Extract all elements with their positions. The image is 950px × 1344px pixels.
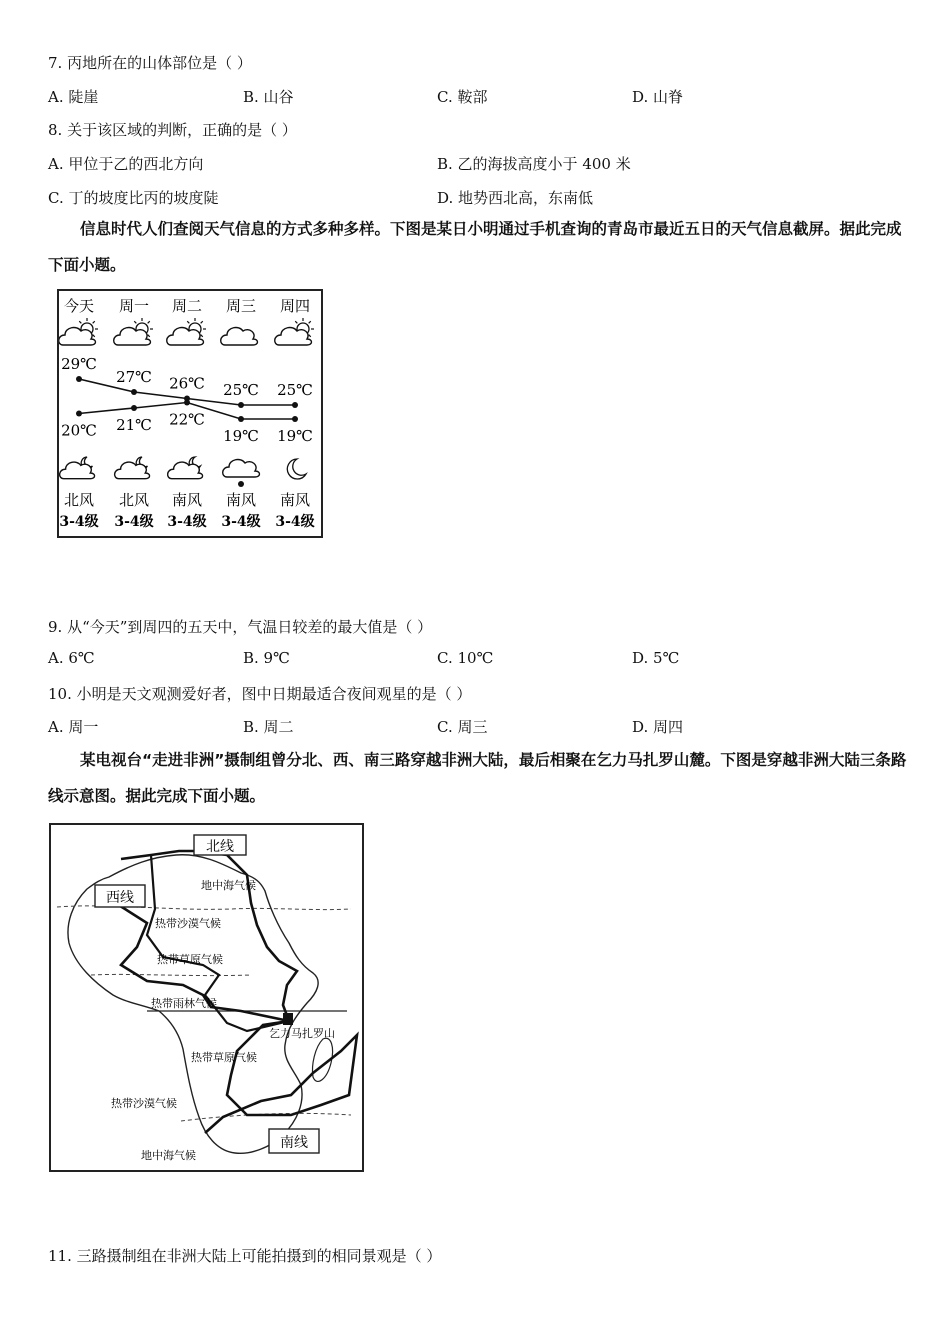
low-temp-label: 19℃ [277, 427, 313, 445]
high-temp-label: 29℃ [61, 355, 97, 373]
climate-label-mediterranean-north: 地中海气候 [201, 879, 256, 892]
kilimanjaro-marker [283, 1013, 293, 1025]
south-route-label: 南线 [280, 1135, 308, 1151]
q7-option-b: B. 山谷 [243, 88, 294, 106]
weather-intro: 信息时代人们查阅天气信息的方式多种多样。下图是某日小明通过手机查询的青岛市最近五日的天气信息截屏。据此完成下面小题。 [48, 220, 902, 274]
high-temp-point [292, 402, 298, 408]
q11-stem: 11. 三路摄制组在非洲大陆上可能拍摄到的相同景观是（ ） [48, 1247, 442, 1265]
low-temp-point [238, 416, 244, 422]
q7-option-d: D. 山脊 [632, 88, 684, 106]
q10-option-d: D. 周四 [632, 718, 684, 736]
q9-stem: 9. 从“今天”到周四的五天中，气温日较差的最大值是（ ） [48, 618, 433, 636]
africa-route-map [49, 823, 364, 1172]
low-temp-label: 22℃ [169, 410, 205, 429]
wind-direction-label: 北风 [63, 491, 95, 509]
partly-cloudy-icon [114, 318, 153, 345]
climate-boundary-mid [91, 974, 251, 975]
q9-option-c: C. 10℃ [437, 649, 494, 667]
crescent-moon-icon [287, 459, 306, 479]
q10-option-b: B. 周二 [243, 718, 294, 736]
q8-option-c: C. 丁的坡度比丙的坡度陡 [48, 189, 219, 207]
q8-option-d: D. 地势西北高，东南低 [437, 189, 594, 207]
q8-option-a: A. 甲位于乙的西北方向 [48, 155, 204, 173]
q9-option-b: B. 9℃ [243, 649, 290, 667]
weather-chart [59, 291, 321, 536]
q7-option-c: C. 鞍部 [437, 88, 488, 106]
west-route-label-box [95, 885, 145, 907]
high-temp-label: 27℃ [116, 368, 152, 386]
q8-stem: 8. 关于该区域的判断，正确的是（ ） [48, 121, 297, 139]
climate-label-mediterranean-south: 地中海气候 [141, 1149, 196, 1162]
wind-direction-label: 北风 [118, 491, 150, 509]
high-temp-point [238, 402, 244, 408]
climate-label-desert-south: 热带沙漠气候 [111, 1097, 177, 1110]
high-temp-point [76, 376, 82, 382]
q10-stem: 10. 小明是天文观测爱好者，图中日期最适合夜间观星的是（ ） [48, 685, 472, 703]
high-temp-label: 25℃ [277, 381, 313, 399]
climate-label-savanna-north: 热带草原气候 [157, 953, 223, 966]
partly-cloudy-icon [59, 318, 98, 345]
q7-stem: 7. 丙地所在的山体部位是（ ） [48, 54, 252, 72]
partly-cloudy-icon [275, 318, 314, 345]
low-temp-point [76, 411, 82, 417]
day-label: 周一 [118, 297, 150, 315]
low-temp-label: 19℃ [223, 427, 259, 445]
q9-option-a: A. 6℃ [48, 649, 95, 667]
q7-option-a: A. 陡崖 [48, 88, 99, 106]
south-route-label-box [269, 1129, 319, 1153]
wind-level-label: 3-4级 [59, 514, 99, 530]
wind-level-label: 3-4级 [221, 514, 261, 530]
high-temp-point [131, 389, 137, 395]
low-temp-point [184, 400, 190, 406]
climate-label-desert-north: 热带沙漠气候 [155, 917, 221, 930]
wind-level-label: 3-4级 [275, 514, 315, 530]
wind-direction-label: 南风 [279, 491, 311, 509]
day-label: 周四 [279, 297, 311, 315]
cloudy-night-icon [60, 457, 95, 479]
cloudy-night-icon [168, 457, 203, 479]
cloudy-icon [221, 328, 258, 345]
wind-level-label: 3-4级 [167, 514, 207, 530]
low-temp-point [292, 416, 298, 422]
weather-figure [57, 289, 323, 538]
north-route-label-box [194, 835, 246, 855]
wind-level-label: 3-4级 [114, 514, 154, 530]
partly-cloudy-icon [167, 318, 206, 345]
low-temp-point [131, 405, 137, 411]
low-temp-label: 21℃ [116, 416, 152, 434]
q10-option-a: A. 周一 [48, 718, 99, 736]
africa-intro: 某电视台“走进非洲”摄制组曾分北、西、南三路穿越非洲大陆，最后相聚在乞力马扎罗山麓。下图是穿越非洲大陆三条路线示意图。据此完成下面小题。 [48, 751, 907, 805]
rain-cloud-icon [223, 460, 260, 487]
high-temp-label: 26℃ [169, 374, 205, 393]
climate-label-rainforest: 热带雨林气候 [151, 997, 217, 1010]
low-temp-label: 20℃ [61, 421, 97, 440]
day-label: 今天 [63, 297, 95, 315]
climate-label-savanna-south: 热带草原气候 [191, 1051, 257, 1064]
west-route-label: 西线 [106, 890, 134, 906]
africa-map-svg [51, 825, 362, 1170]
cloudy-night-icon [115, 457, 150, 479]
day-label: 周二 [171, 297, 203, 315]
day-label: 周三 [225, 297, 257, 315]
wind-direction-label: 南风 [171, 491, 203, 509]
high-temp-label: 25℃ [223, 381, 259, 399]
wind-direction-label: 南风 [225, 491, 257, 509]
q8-option-b: B. 乙的海拔高度小于 400 米 [437, 155, 631, 173]
kilimanjaro-label: 乞力马扎罗山 [269, 1027, 335, 1040]
north-route-label: 北线 [206, 839, 234, 855]
q10-option-c: C. 周三 [437, 718, 488, 736]
q9-option-d: D. 5℃ [632, 649, 680, 667]
